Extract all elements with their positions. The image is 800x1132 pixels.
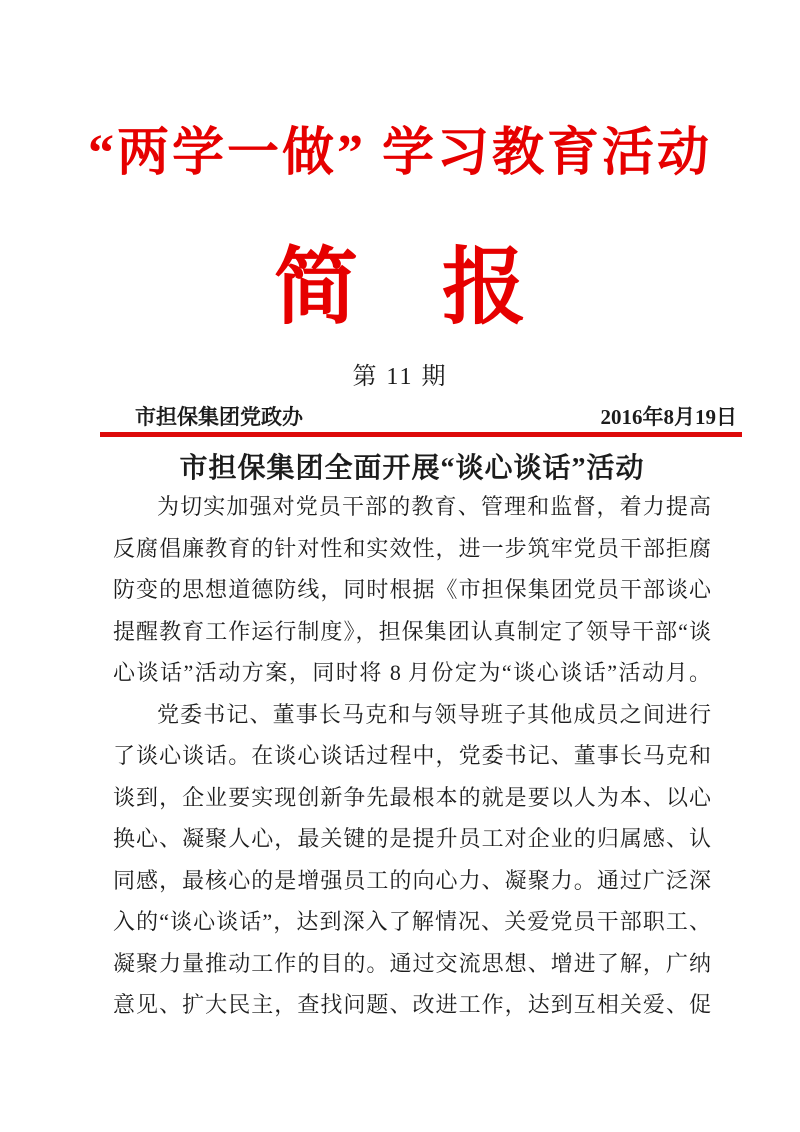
issuer-name: 市担保集团党政办 <box>135 405 303 429</box>
article-body <box>113 486 711 1026</box>
article-headline: 市担保集团全面开展“谈心谈话”活动 <box>179 453 645 484</box>
body-line: 凝聚力量推动工作的目的。通过交流思想、增进了解，广纳 <box>113 950 711 976</box>
red-divider-rule <box>100 432 742 437</box>
body-line: 入的“谈心谈话”，达到深入了解情况、关爱党员干部职工、 <box>113 909 711 934</box>
body-line: 意见、扩大民主，查找问题、改进工作，达到互相关爱、促 <box>113 992 711 1017</box>
issue-number: 第 11 期 <box>352 364 448 390</box>
body-line: 同感，最核心的是增强员工的向心力、凝聚力。通过广泛深 <box>113 867 711 893</box>
body-line: 心谈话”活动方案，同时将 8 月份定为“谈心谈话”活动月。 <box>113 660 711 685</box>
body-line: 谈到，企业要实现创新争先最根本的就是要以人为本、以心 <box>113 784 711 810</box>
body-line: 换心、凝聚人心，最关键的是提升员工对企业的归属感、认 <box>113 826 711 851</box>
masthead-activity-title: “两学一做” 学习教育活动 <box>87 125 712 182</box>
body-line: 党委书记、董事长马克和与领导班子其他成员之间进行 <box>157 701 711 727</box>
body-line: 防变的思想道德防线，同时根据《市担保集团党员干部谈心 <box>113 577 711 602</box>
body-line: 了谈心谈话。在谈心谈话过程中，党委书记、董事长马克和 <box>113 743 711 768</box>
issue-date: 2016年8月19日 <box>600 405 737 429</box>
issuer-date-row <box>135 401 737 431</box>
masthead-bulletin-title: 简 报 <box>273 242 526 335</box>
body-line: 为切实加强对党员干部的教育、管理和监督，着力提高 <box>157 494 711 519</box>
body-line: 提醒教育工作运行制度》，担保集团认真制定了领导干部“谈 <box>113 618 711 644</box>
body-line: 反腐倡廉教育的针对性和实效性，进一步筑牢党员干部拒腐 <box>113 535 711 561</box>
